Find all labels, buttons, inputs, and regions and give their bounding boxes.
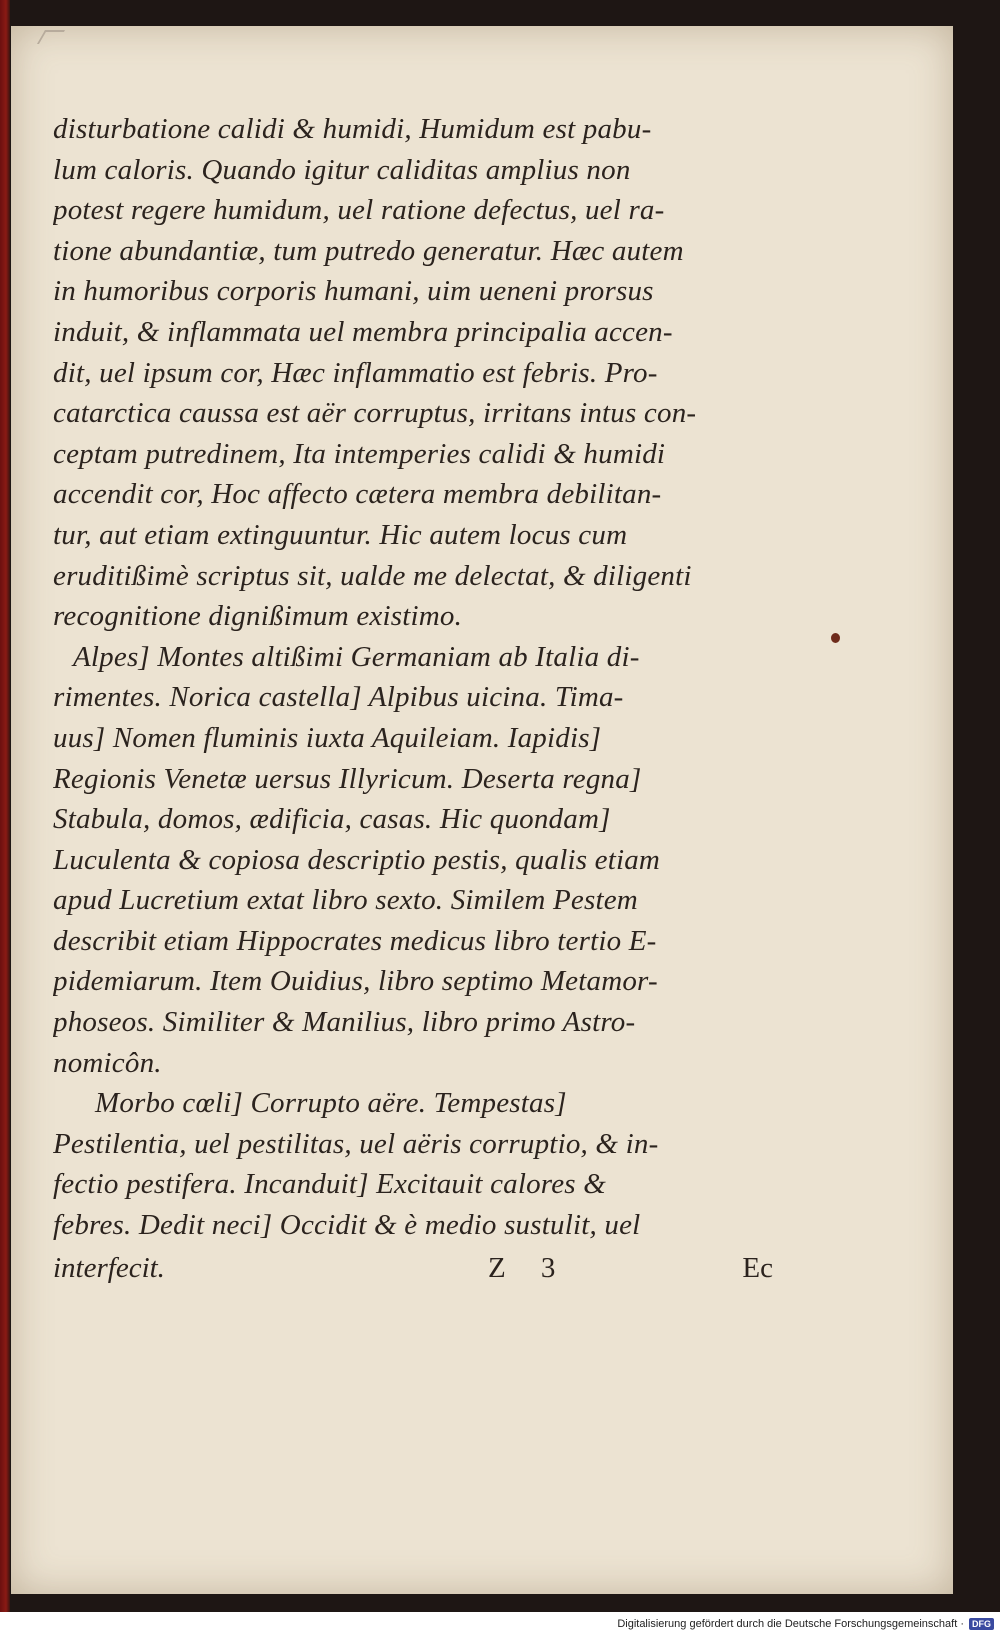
text-line: lum caloris. Quando igitur caliditas amplius non: [53, 153, 631, 186]
corner-mark: [37, 30, 65, 44]
text-line: tione abundantiæ, tum putredo generatur. Hæc autem: [53, 234, 684, 267]
text-line: tur, aut etiam extinguuntur. Hic autem locus cum: [53, 518, 628, 551]
page-footer: [53, 1246, 773, 1290]
credit-text: Digitalisierung gefördert durch die Deutsche Forschungsgemeinschaft ·: [617, 1618, 964, 1630]
text-line: Alpes] Montes altißimi Germaniam ab Italia di-: [73, 640, 640, 673]
text-line: uus] Nomen fluminis iuxta Aquileiam. Iapidis]: [53, 721, 602, 754]
text-line: Regionis Venetæ uersus Illyricum. Deserta regna]: [53, 762, 642, 795]
book-page: [11, 26, 953, 1594]
text-line: Luculenta & copiosa descriptio pestis, qualis etiam: [53, 843, 661, 876]
dfg-logo: DFG: [969, 1618, 994, 1630]
text-line: fectio pestifera. Incanduit] Excitauit calores &: [53, 1168, 606, 1201]
text-line: recognitione dignißimum existimo.: [53, 600, 463, 633]
text-line: phoseos. Similiter & Manilius, libro primo Astro-: [53, 1006, 636, 1039]
text-line: dit, uel ipsum cor, Hæc inflammatio est febris. Pro-: [53, 356, 658, 389]
binding-edge: [0, 0, 10, 1612]
ink-stain: [831, 633, 840, 643]
text-line: accendit cor, Hoc affecto cætera membra debilitan-: [53, 478, 662, 511]
text-line: ceptam putredinem, Ita intemperies calidi & humidi: [53, 437, 666, 470]
text-line: Pestilentia, uel pestilitas, uel aëris corruptio, & in-: [53, 1127, 659, 1160]
digitization-credit: [617, 1618, 994, 1630]
text-line: in humoribus corporis humani, uim ueneni prorsus: [53, 275, 654, 308]
text-line: rimentes. Norica castella] Alpibus uicina. Tima-: [53, 681, 624, 714]
last-line: interfecit.: [53, 1251, 165, 1284]
page-text: [53, 109, 773, 1290]
catchword: Ec: [742, 1251, 773, 1284]
signature-mark: Z 3: [487, 1251, 570, 1284]
text-line: apud Lucretium extat libro sexto. Similem Pestem: [53, 884, 638, 917]
text-line: pidemiarum. Item Ouidius, libro septimo Metamor-: [53, 965, 658, 998]
text-line: Morbo cœli] Corrupto aëre. Tempestas]: [95, 1087, 567, 1120]
text-line: disturbatione calidi & humidi, Humidum est pabu-: [53, 113, 652, 145]
text-line: catarctica caussa est aër corruptus, irritans intus con-: [53, 397, 697, 430]
text-line: eruditißimè scriptus sit, ualde me delectat, & diligenti: [53, 559, 692, 592]
text-line: nomicôn.: [53, 1046, 162, 1079]
text-line: potest regere humidum, uel ratione defectus, uel ra-: [53, 194, 665, 227]
text-line: febres. Dedit neci] Occidit & è medio sustulit, uel: [53, 1209, 641, 1242]
text-line: Stabula, domos, ædificia, casas. Hic quondam]: [53, 803, 611, 836]
text-line: induit, & inflammata uel membra principalia accen-: [53, 315, 673, 348]
text-line: describit etiam Hippocrates medicus libro tertio E-: [53, 924, 657, 957]
